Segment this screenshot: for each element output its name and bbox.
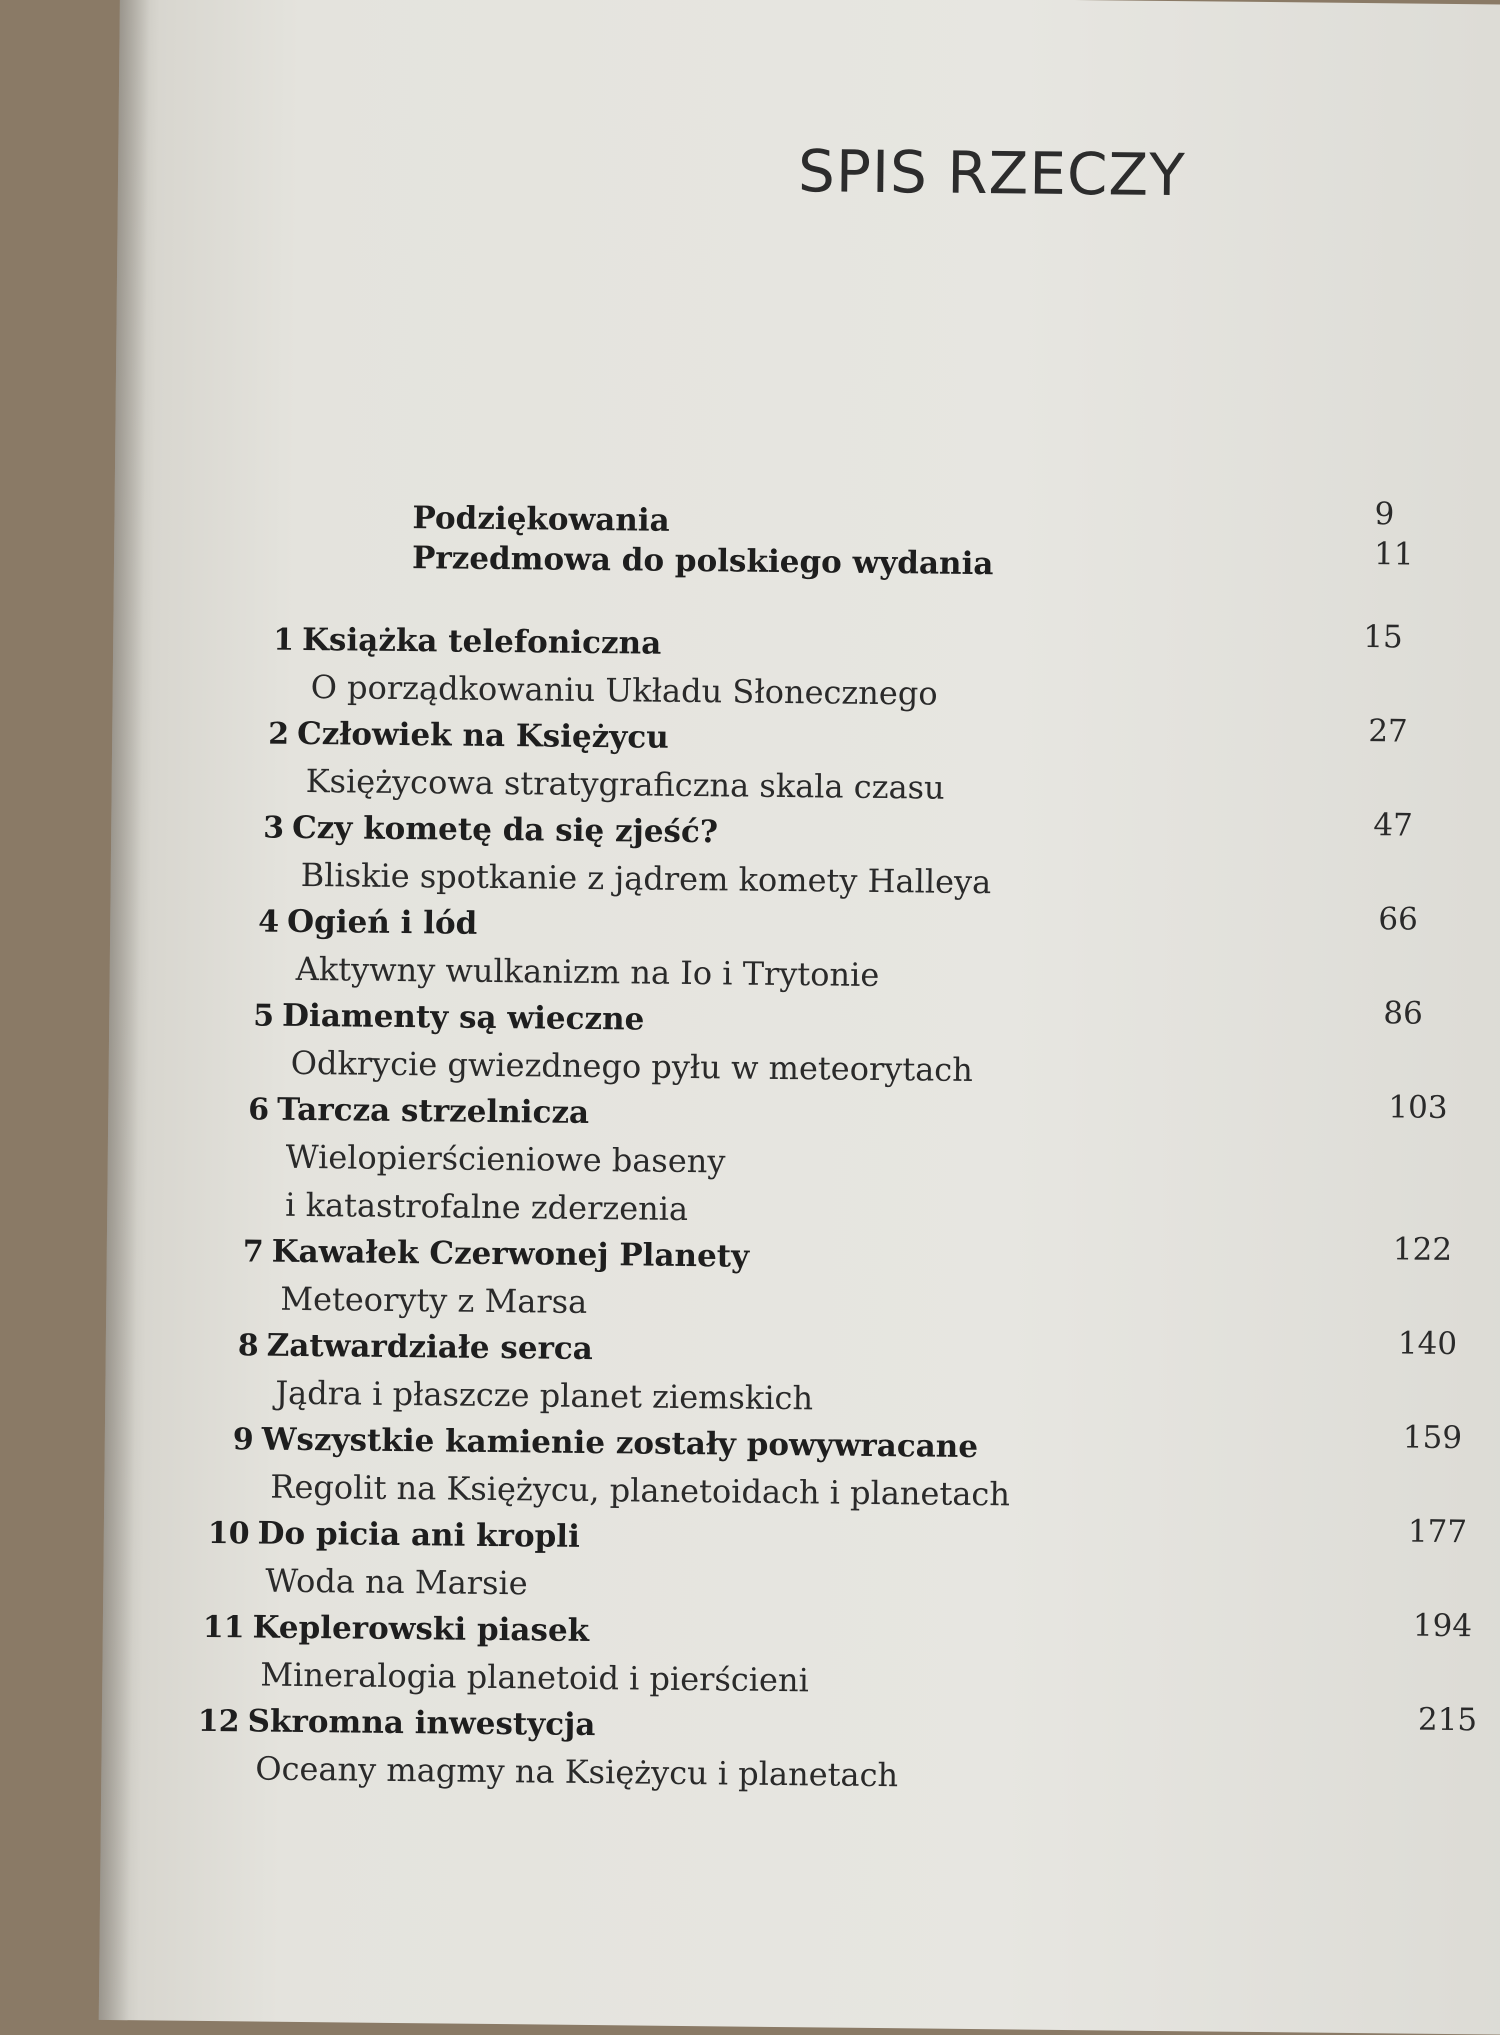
chapter-entry bbox=[252, 616, 1433, 722]
chapter-entry bbox=[222, 1228, 1453, 1335]
page-number: 103 bbox=[1388, 1089, 1448, 1126]
chapter-title: Do picia ani kropli bbox=[257, 1515, 581, 1555]
page-number: 159 bbox=[1402, 1419, 1463, 1457]
chapter-subtitle: Aktywny wulkanizm na Io i Trytonie bbox=[295, 949, 880, 995]
chapter-subtitle: Mineralogia planetoid i pierścieni bbox=[260, 1655, 810, 1700]
chapter-number: 10 bbox=[207, 1516, 250, 1552]
chapter-number: 12 bbox=[197, 1703, 240, 1740]
chapter-subtitle: Oceany magmy na Księżycu i planetach bbox=[255, 1749, 899, 1795]
page-number: 122 bbox=[1392, 1231, 1453, 1269]
chapter-entry bbox=[197, 1698, 1478, 1805]
chapter-entry bbox=[238, 898, 1431, 1004]
chapter-number: 5 bbox=[253, 998, 275, 1034]
chapter-entry bbox=[233, 992, 1430, 1099]
page-number: 9 bbox=[1374, 496, 1395, 533]
chapter-subtitle: i katastrofalne zderzenia bbox=[285, 1185, 689, 1229]
chapter-number: 1 bbox=[273, 622, 295, 658]
page-title: SPIS RZECZY bbox=[797, 137, 1186, 210]
chapter-subtitle: Odkrycie gwiezdnego pyłu w meteorytach bbox=[290, 1043, 974, 1089]
chapter-title: Tarcza strzelnicza bbox=[276, 1091, 590, 1131]
page-number: 47 bbox=[1373, 807, 1413, 844]
chapter-subtitle: Wielopierścieniowe baseny bbox=[285, 1137, 726, 1181]
chapter-number: 9 bbox=[232, 1422, 254, 1458]
page-number: 15 bbox=[1363, 619, 1403, 656]
chapter-number: 11 bbox=[202, 1609, 245, 1646]
chapter-entry bbox=[242, 804, 1431, 910]
page-number: 177 bbox=[1407, 1513, 1468, 1551]
chapter-title: Człowiek na Księżycu bbox=[296, 715, 669, 756]
chapter-number: 7 bbox=[242, 1234, 264, 1270]
chapter-title: Diamenty są wieczne bbox=[281, 997, 645, 1038]
chapter-subtitle: Księżycowa stratygraficzna skala czasu bbox=[305, 761, 945, 807]
front-matter bbox=[254, 496, 1435, 588]
chapter-title: Kawałek Czerwonej Planety bbox=[271, 1233, 750, 1275]
chapter-number: 4 bbox=[258, 904, 280, 940]
chapter-subtitle: Bliskie spotkanie z jądrem komety Halleya bbox=[300, 855, 992, 902]
table-of-contents bbox=[197, 496, 1478, 1804]
chapter-subtitle: Jądra i płaszcze planet ziemskich bbox=[275, 1373, 814, 1418]
front-matter-title: Przedmowa do polskiego wydania bbox=[411, 540, 994, 583]
chapter-number: 2 bbox=[268, 716, 290, 752]
chapter-title: Skromna inwestycja bbox=[247, 1703, 596, 1744]
chapter-entry bbox=[202, 1604, 1473, 1711]
page-number: 215 bbox=[1417, 1701, 1478, 1739]
page-number: 194 bbox=[1412, 1607, 1473, 1645]
page-number: 86 bbox=[1383, 995, 1423, 1032]
page-gutter-shadow bbox=[99, 0, 150, 2020]
chapter-list bbox=[197, 616, 1478, 1804]
front-matter-title: Podziękowania bbox=[412, 500, 670, 539]
chapter-title: Ogień i lód bbox=[286, 903, 478, 942]
chapter-number: 8 bbox=[237, 1328, 259, 1364]
chapter-entry bbox=[227, 1086, 1448, 1241]
chapter-subtitle: Regolit na Księżycu, planetoidach i planetach bbox=[270, 1467, 1011, 1514]
chapter-title: Zatwardziałe serca bbox=[266, 1327, 594, 1368]
chapter-subtitle: O porządkowaniu Układu Słonecznego bbox=[310, 668, 938, 713]
chapter-entry bbox=[212, 1416, 1463, 1523]
chapter-number: 6 bbox=[248, 1092, 270, 1128]
chapter-number: 3 bbox=[263, 810, 285, 846]
chapter-title: Czy kometę da się zjeść? bbox=[291, 809, 719, 851]
page-number: 66 bbox=[1378, 901, 1418, 938]
chapter-title: Książka telefoniczna bbox=[301, 621, 662, 662]
chapter-entry bbox=[217, 1322, 1458, 1429]
chapter-title: Wszystkie kamienie zostały powywracane bbox=[261, 1421, 979, 1466]
book-page bbox=[99, 0, 1500, 2035]
page-number: 27 bbox=[1368, 713, 1408, 750]
chapter-subtitle: Woda na Marsie bbox=[265, 1561, 528, 1603]
chapter-entry bbox=[247, 710, 1432, 816]
chapter-title: Keplerowski piasek bbox=[252, 1609, 590, 1650]
chapter-entry bbox=[207, 1510, 1468, 1617]
page-number: 140 bbox=[1397, 1325, 1458, 1363]
page-number: 11 bbox=[1373, 536, 1414, 573]
chapter-subtitle: Meteoryty z Marsa bbox=[280, 1279, 588, 1321]
